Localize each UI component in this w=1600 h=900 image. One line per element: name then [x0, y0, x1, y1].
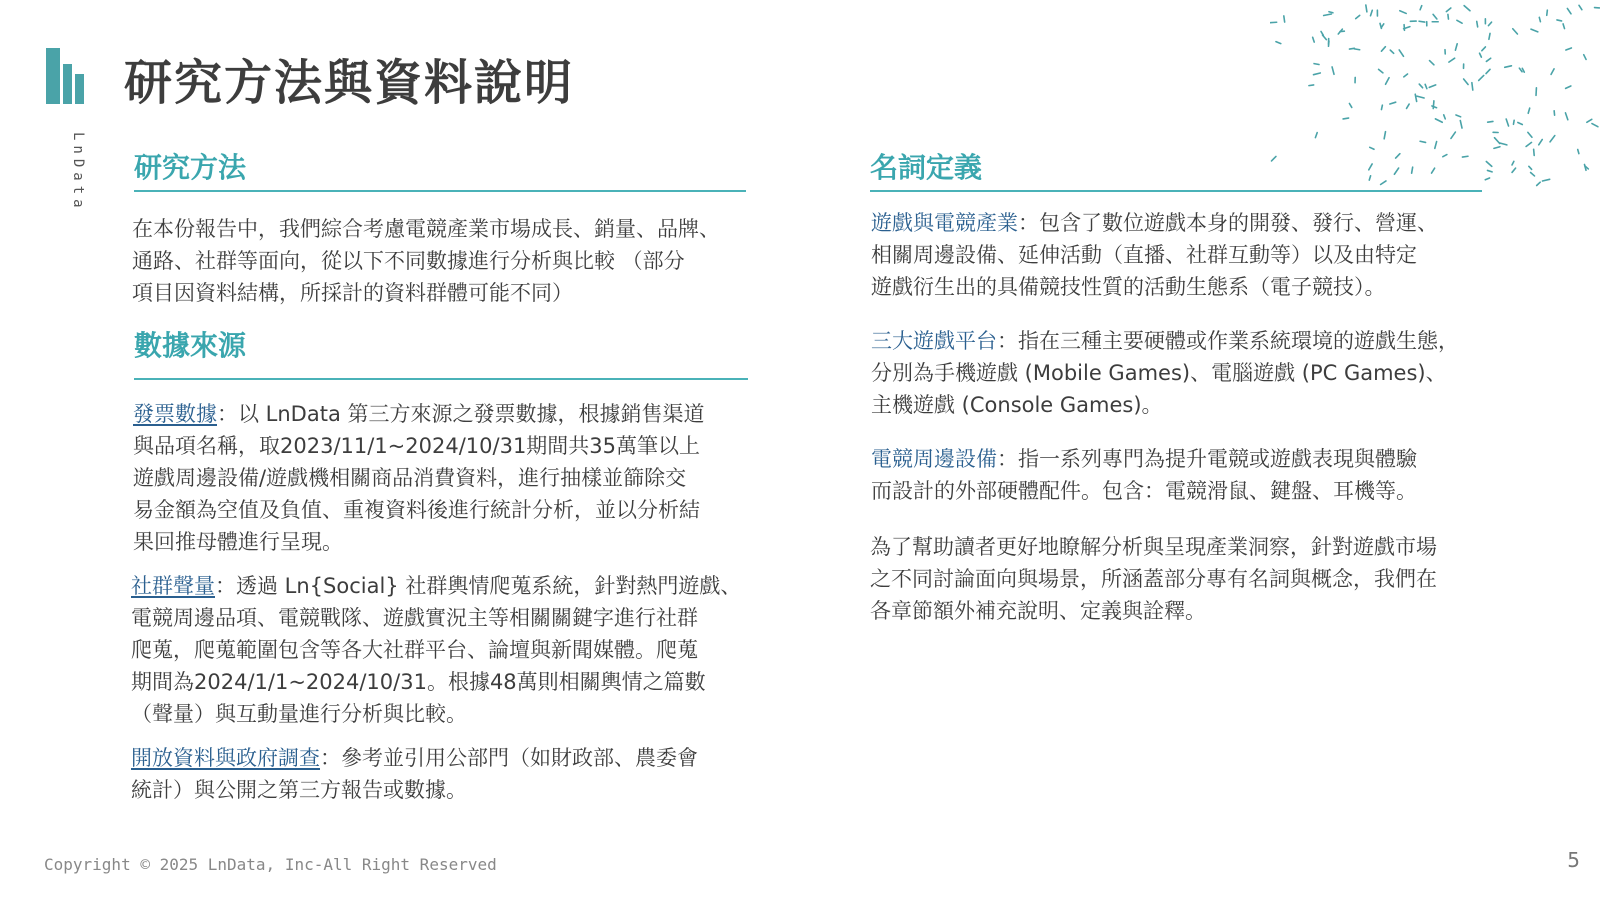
decorative-dash — [1488, 22, 1491, 25]
text-line: 與品項名稱，取2023/11/1~2024/10/31期間共35萬筆以上 — [133, 434, 701, 458]
decorative-dash — [1381, 47, 1385, 51]
decorative-dash — [1526, 142, 1531, 146]
decorative-dash — [1429, 85, 1435, 87]
decorative-dash — [1499, 143, 1507, 145]
decorative-dash — [1390, 50, 1393, 53]
decorative-dash — [1485, 178, 1489, 180]
decorative-dash — [1386, 78, 1390, 85]
text-line: ：指在三種主要硬體或作業系統環境的遊戲生態， — [997, 329, 1459, 353]
decorative-dash — [1332, 67, 1334, 74]
decorative-dash — [1579, 5, 1582, 9]
decorative-dash — [1324, 14, 1332, 15]
decorative-dash — [1271, 156, 1275, 160]
decorative-dash — [1486, 58, 1490, 61]
text-line: 各章節額外補充說明、定義與詮釋。 — [870, 599, 1206, 623]
decorative-dash — [1276, 42, 1281, 44]
text-line: 統計）與公開之第三方報告或數據。 — [131, 778, 467, 802]
text-line: ：透過 Ln{Social} 社群輿情爬蒐系統，針對熱門遊戲、 — [215, 574, 742, 598]
decorative-dash — [1489, 33, 1490, 39]
decorative-dash — [1592, 124, 1598, 127]
decorative-dash — [1486, 162, 1491, 167]
decorative-dash-pattern-icon — [1270, 0, 1600, 190]
decorative-dash — [1366, 5, 1367, 12]
decorative-dash — [1309, 85, 1314, 86]
decorative-dash — [1460, 121, 1462, 128]
text-line: ：指一系列專門為提升電競或遊戲表現與體驗 — [997, 447, 1417, 471]
text-line: ：參考並引用公部門（如財政部、農委會 — [320, 746, 698, 770]
decorative-dash — [1394, 168, 1398, 174]
decorative-dash — [1432, 168, 1435, 173]
decorative-dash — [1354, 49, 1359, 50]
decorative-dash — [1435, 142, 1437, 149]
decorative-dash — [1446, 8, 1450, 12]
decorative-dash — [1494, 147, 1500, 149]
decorative-dash — [1415, 94, 1416, 101]
text-line: 在本份報告中，我們綜合考慮電競產業市場成長、銷量、品牌、 — [132, 217, 720, 241]
decorative-dash — [1531, 29, 1538, 32]
decorative-dash — [1537, 182, 1541, 185]
term-link-social[interactable]: 社群聲量 — [131, 574, 215, 598]
decorative-dash — [1557, 20, 1562, 21]
decorative-dash — [1539, 139, 1543, 144]
decorative-dash — [1381, 105, 1382, 109]
text-line: 而設計的外部硬體配件。包含：電競滑鼠、鍵盤、耳機等。 — [871, 479, 1417, 503]
decorative-dash — [1419, 21, 1425, 22]
decorative-dash — [1420, 6, 1422, 10]
text-line: 期間為2024/1/1~2024/10/31。根據48萬則相關輿情之篇數 — [131, 670, 706, 694]
decorative-dash — [1539, 17, 1540, 21]
decorative-dash — [1433, 14, 1437, 19]
decorative-dash — [1323, 35, 1327, 40]
decorative-dash — [1425, 84, 1427, 88]
invoice-paragraph — [133, 398, 705, 558]
decorative-dash — [1456, 115, 1461, 117]
decorative-dash — [1314, 64, 1319, 65]
decorative-dash — [1381, 24, 1384, 28]
decorative-dash — [1472, 83, 1473, 90]
copyright-notice: Copyright © 2025 LnData, Inc-All Right Reserved — [44, 855, 497, 874]
decorative-dash — [1404, 74, 1408, 77]
text-line: 遊戲周邊設備/遊戲機相關商品消費資料，進行抽樣並篩除交 — [133, 466, 687, 490]
decorative-dash — [1381, 181, 1386, 185]
decorative-dash — [1270, 22, 1277, 23]
term-platforms: 三大遊戲平台 — [871, 329, 997, 353]
decorative-dash — [1343, 118, 1348, 119]
text-line: 易金額為空值及負值、重複資料後進行統計分析，並以分析結 — [133, 498, 700, 522]
text-line: 通路、社群等面向，從以下不同數據進行分析與比較 （部分 — [132, 249, 685, 273]
definition-platforms — [871, 325, 1459, 421]
decorative-dash — [1567, 8, 1571, 13]
decorative-dash — [1531, 172, 1535, 175]
section-heading-sources: 數據來源 — [134, 329, 247, 362]
decorative-dash — [1457, 20, 1462, 23]
decorative-dash — [1534, 149, 1535, 155]
term-link-invoice[interactable]: 發票數據 — [133, 402, 217, 426]
decorative-dash — [1464, 79, 1468, 85]
open-data-paragraph — [131, 742, 698, 806]
decorative-dash — [1379, 69, 1383, 72]
decorative-dash — [1313, 73, 1320, 75]
text-line: 分別為手機遊戲 (Mobile Games)、電腦遊戲 (PC Games)、 — [871, 361, 1447, 385]
decorative-dash — [1356, 15, 1360, 18]
decorative-dash — [1547, 10, 1548, 15]
decorative-dash — [1462, 156, 1468, 157]
decorative-dash — [1420, 141, 1425, 142]
decorative-dash — [1315, 133, 1317, 138]
text-line: 果回推母體進行呈現。 — [133, 530, 343, 554]
decorative-dash — [1479, 75, 1484, 80]
decorative-dash — [1518, 123, 1522, 125]
decorative-dash — [1550, 136, 1555, 142]
decorative-dash — [1433, 101, 1434, 109]
decorative-dash — [1443, 155, 1447, 157]
text-line: ：以 LnData 第三方來源之發票數據，根據銷售渠道 — [217, 402, 705, 426]
decorative-dash — [1430, 61, 1434, 65]
text-line: 主機遊戲 (Console Games)。 — [871, 393, 1163, 417]
decorative-dash — [1464, 6, 1470, 11]
closing-paragraph — [870, 531, 1437, 627]
decorative-dash — [1396, 154, 1400, 158]
social-paragraph — [131, 570, 741, 730]
decorative-dash — [1584, 55, 1586, 60]
decorative-dash — [1513, 29, 1518, 34]
decorative-dash — [1529, 166, 1532, 169]
decorative-dash — [1512, 168, 1516, 172]
text-line: 之不同討論面向與場景，所涵蓋部分專有名詞與概念，我們在 — [870, 567, 1437, 591]
decorative-dash — [1349, 103, 1351, 107]
decorative-dash — [1528, 132, 1532, 137]
text-line: ：包含了數位遊戲本身的開發、發行、營運、 — [1018, 211, 1438, 235]
decorative-dash — [1313, 37, 1315, 42]
decorative-dash — [1435, 119, 1442, 122]
section-divider — [134, 378, 748, 380]
decorative-dash — [1400, 11, 1406, 14]
decorative-dash — [1451, 132, 1455, 138]
vertical-brand-label: LnData — [70, 132, 86, 213]
decorative-dash — [1578, 149, 1579, 153]
decorative-dash — [1417, 96, 1424, 98]
text-line: 電競周邊品項、電競戰隊、遊戲實況主等相關關鍵字進行社群 — [131, 606, 698, 630]
decorative-dash — [1563, 24, 1564, 29]
term-peripherals: 電競周邊設備 — [871, 447, 997, 471]
decorative-dash — [1486, 69, 1490, 73]
decorative-dash — [1390, 102, 1396, 104]
decorative-dash — [1566, 48, 1571, 50]
decorative-dash — [1506, 119, 1508, 126]
decorative-dash — [1384, 132, 1385, 139]
page-number: 5 — [1567, 848, 1580, 872]
decorative-dash — [1419, 84, 1422, 88]
decorative-dash — [1477, 21, 1478, 26]
page-title: 研究方法與資料說明 — [124, 55, 575, 111]
term-link-open-data[interactable]: 開放資料與政府調查 — [131, 746, 320, 770]
definition-gaming — [871, 207, 1438, 303]
decorative-dash — [1399, 50, 1403, 56]
term-gaming: 遊戲與電競產業 — [871, 211, 1018, 235]
decorative-dash — [1487, 170, 1492, 171]
decorative-dash — [1455, 44, 1457, 50]
text-line: 遊戲衍生出的具備競技性質的活動生態系（電子競技）。 — [871, 275, 1386, 299]
decorative-dash — [1528, 108, 1530, 113]
text-line: 相關周邊設備、延伸活動（直播、社群互動等）以及由特定 — [871, 243, 1417, 267]
text-line: （聲量）與互動量進行分析與比較。 — [131, 702, 467, 726]
section-divider — [134, 190, 746, 192]
decorative-dash — [1512, 161, 1514, 165]
decorative-dash — [1370, 147, 1374, 149]
decorative-dash — [1551, 69, 1554, 75]
section-divider — [870, 190, 1482, 192]
decorative-dash — [1444, 115, 1446, 119]
decorative-dash — [1349, 48, 1354, 49]
definition-peripherals — [871, 443, 1417, 507]
text-line: 爬蒐，爬蒐範圍包含等各大社群平台、論壇與新聞媒體。爬蒐 — [131, 638, 698, 662]
decorative-dash — [1482, 47, 1486, 51]
decorative-dash — [1587, 119, 1592, 122]
decorative-dash — [1513, 120, 1514, 124]
decorative-dash — [1565, 113, 1567, 120]
decorative-dash — [1369, 176, 1370, 180]
decorative-dash — [1566, 86, 1571, 88]
decorative-dash — [1371, 10, 1373, 15]
decorative-dash — [1407, 104, 1410, 108]
decorative-dash — [1284, 16, 1285, 22]
decorative-dash — [1449, 58, 1455, 62]
text-line: 項目因資料結構，所採計的資料群體可能不同） — [132, 281, 573, 305]
decorative-dash — [1448, 14, 1449, 19]
section-heading-method: 研究方法 — [134, 151, 247, 184]
method-paragraph — [132, 213, 720, 309]
brand-logo-icon — [46, 48, 92, 104]
decorative-dash — [1505, 66, 1512, 67]
decorative-dash — [1488, 121, 1493, 122]
decorative-dash — [1369, 164, 1372, 170]
text-line: 為了幫助讀者更好地瞭解分析與呈現產業洞察，針對遊戲市場 — [870, 535, 1437, 559]
decorative-dash — [1480, 53, 1482, 57]
decorative-dash — [1412, 167, 1413, 173]
decorative-dash — [1542, 179, 1549, 181]
decorative-dash — [1329, 12, 1333, 13]
section-heading-definitions: 名詞定義 — [870, 151, 983, 184]
